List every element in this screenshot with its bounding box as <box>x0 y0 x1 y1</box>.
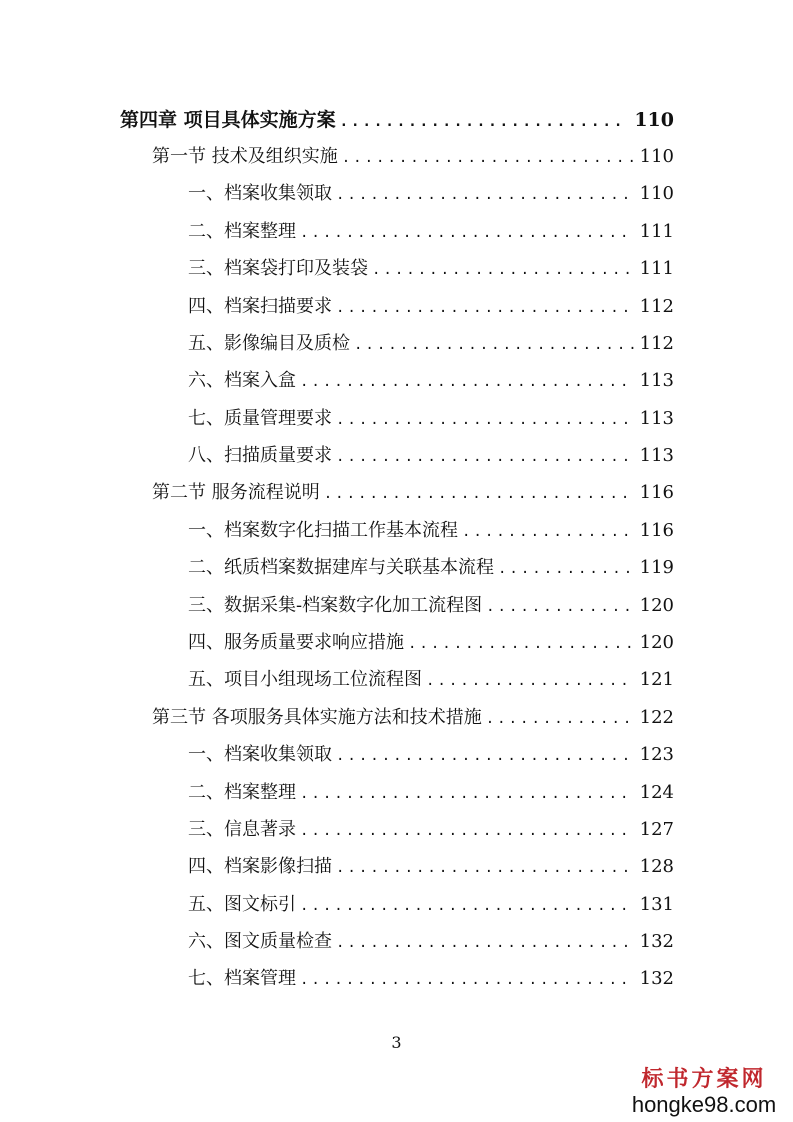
toc-entry-label: 四、档案影像扫描 <box>188 856 332 877</box>
toc-entry[interactable] <box>188 964 674 994</box>
toc-entry-label: 七、档案管理 <box>188 968 296 989</box>
toc-entry[interactable] <box>188 890 674 920</box>
toc-entry-page: 120 <box>639 632 674 653</box>
toc-leader-dots <box>300 965 634 995</box>
toc-entry-section-3[interactable] <box>152 703 674 733</box>
toc-entry-label: 二、纸质档案数据建库与关联基本流程 <box>188 557 494 578</box>
toc-leader-dots <box>486 592 634 622</box>
toc-leader-dots <box>336 405 634 435</box>
toc-entry[interactable] <box>188 815 674 845</box>
page-number: 3 <box>391 1033 402 1052</box>
toc-entry-label: 三、档案袋打印及装袋 <box>188 258 368 279</box>
toc-leader-dots <box>340 107 629 137</box>
toc-entry-label: 五、影像编目及质检 <box>188 333 350 354</box>
toc-leader-dots <box>354 330 634 360</box>
toc-entry-label: 第二节 服务流程说明 <box>152 482 320 503</box>
toc-entry-section-1[interactable] <box>152 142 674 172</box>
toc-entry-label: 四、档案扫描要求 <box>188 296 332 317</box>
toc-leader-dots <box>336 442 634 472</box>
toc-entry-label: 第三节 各项服务具体实施方法和技术措施 <box>152 707 482 728</box>
toc-entry-label: 第四章 项目具体实施方案 <box>120 109 336 131</box>
site-watermark <box>629 1066 779 1118</box>
toc-entry[interactable] <box>188 516 674 546</box>
toc-entry-page: 110 <box>639 183 674 204</box>
toc-entry[interactable] <box>188 441 674 471</box>
toc-entry-page: 113 <box>639 408 674 429</box>
toc-entry[interactable] <box>188 628 674 658</box>
toc-leader-dots <box>342 143 634 173</box>
toc-entry[interactable] <box>188 217 674 247</box>
toc-entry-label: 四、服务质量要求响应措施 <box>188 632 404 653</box>
toc-entry[interactable] <box>188 404 674 434</box>
toc-entry[interactable] <box>188 927 674 957</box>
toc-leader-dots <box>300 367 634 397</box>
toc-entry-page: 119 <box>639 557 674 578</box>
toc-entry-page: 110 <box>639 146 674 167</box>
toc-leader-dots <box>426 666 634 696</box>
toc-entry[interactable] <box>188 591 674 621</box>
toc-entry[interactable] <box>188 254 674 284</box>
toc-entry-page: 113 <box>639 445 674 466</box>
toc-entry[interactable] <box>188 852 674 882</box>
toc-entry-page: 124 <box>639 782 674 803</box>
toc-entry-page: 112 <box>639 296 674 317</box>
toc-entry-page: 116 <box>639 520 674 541</box>
toc-entry-label: 一、档案收集领取 <box>188 183 332 204</box>
toc-entry[interactable] <box>188 553 674 583</box>
toc-entry[interactable] <box>188 665 674 695</box>
toc-leader-dots <box>336 293 634 323</box>
toc-entry[interactable] <box>188 329 674 359</box>
toc-entry-label: 三、数据采集-档案数字化加工流程图 <box>188 595 483 616</box>
toc-entry-page: 112 <box>639 333 674 354</box>
toc-entry-page: 122 <box>639 707 674 728</box>
toc-entry-page: 116 <box>639 482 674 503</box>
toc-leader-dots <box>336 741 634 771</box>
toc-entry-page: 111 <box>639 221 674 242</box>
toc-leader-dots <box>336 928 634 958</box>
toc-entry[interactable] <box>188 292 674 322</box>
toc-leader-dots <box>486 704 634 734</box>
toc-entry-page: 110 <box>634 109 674 131</box>
toc-entry-chapter-4[interactable] <box>120 105 674 135</box>
toc-leader-dots <box>498 554 634 584</box>
toc-entry-page: 131 <box>639 894 674 915</box>
toc-entry[interactable] <box>188 778 674 808</box>
toc-entry-label: 二、档案整理 <box>188 782 296 803</box>
toc-leader-dots <box>300 218 634 248</box>
toc-leader-dots <box>324 479 634 509</box>
toc-leader-dots <box>336 180 634 210</box>
toc-entry-page: 120 <box>639 595 674 616</box>
toc-entry[interactable] <box>188 740 674 770</box>
watermark-title: 标书方案网 <box>641 1066 767 1092</box>
toc-entry-page: 111 <box>639 258 674 279</box>
toc-entry-label: 五、项目小组现场工位流程图 <box>188 669 422 690</box>
toc-entry-page: 121 <box>639 669 674 690</box>
toc-entry[interactable] <box>188 366 674 396</box>
toc-entry[interactable] <box>188 179 674 209</box>
toc-entry-section-2[interactable] <box>152 478 674 508</box>
toc-entry-page: 113 <box>639 370 674 391</box>
toc-entry-label: 一、档案数字化扫描工作基本流程 <box>188 520 458 541</box>
toc-entry-page: 132 <box>639 931 674 952</box>
toc-entry-label: 三、信息著录 <box>188 819 296 840</box>
toc-leader-dots <box>408 629 634 659</box>
watermark-url: hongke98.com <box>631 1092 777 1117</box>
toc-entry-label: 七、质量管理要求 <box>188 408 332 429</box>
toc-entry-label: 六、档案入盒 <box>188 370 296 391</box>
toc-leader-dots <box>462 517 634 547</box>
toc-leader-dots <box>336 853 634 883</box>
toc-entry-label: 一、档案收集领取 <box>188 744 332 765</box>
toc-entry-label: 八、扫描质量要求 <box>188 445 332 466</box>
toc-leader-dots <box>372 255 634 285</box>
toc-entry-label: 二、档案整理 <box>188 221 296 242</box>
toc-entry-label: 五、图文标引 <box>188 894 296 915</box>
toc-leader-dots <box>300 779 634 809</box>
toc-entry-page: 123 <box>639 744 674 765</box>
toc-leader-dots <box>300 816 634 846</box>
toc-entry-label: 第一节 技术及组织实施 <box>152 146 338 167</box>
toc-entry-page: 128 <box>639 856 674 877</box>
toc-entry-label: 六、图文质量检查 <box>188 931 332 952</box>
toc-leader-dots <box>300 891 634 921</box>
toc-entry-page: 127 <box>639 819 674 840</box>
toc-entry-page: 132 <box>639 968 674 989</box>
